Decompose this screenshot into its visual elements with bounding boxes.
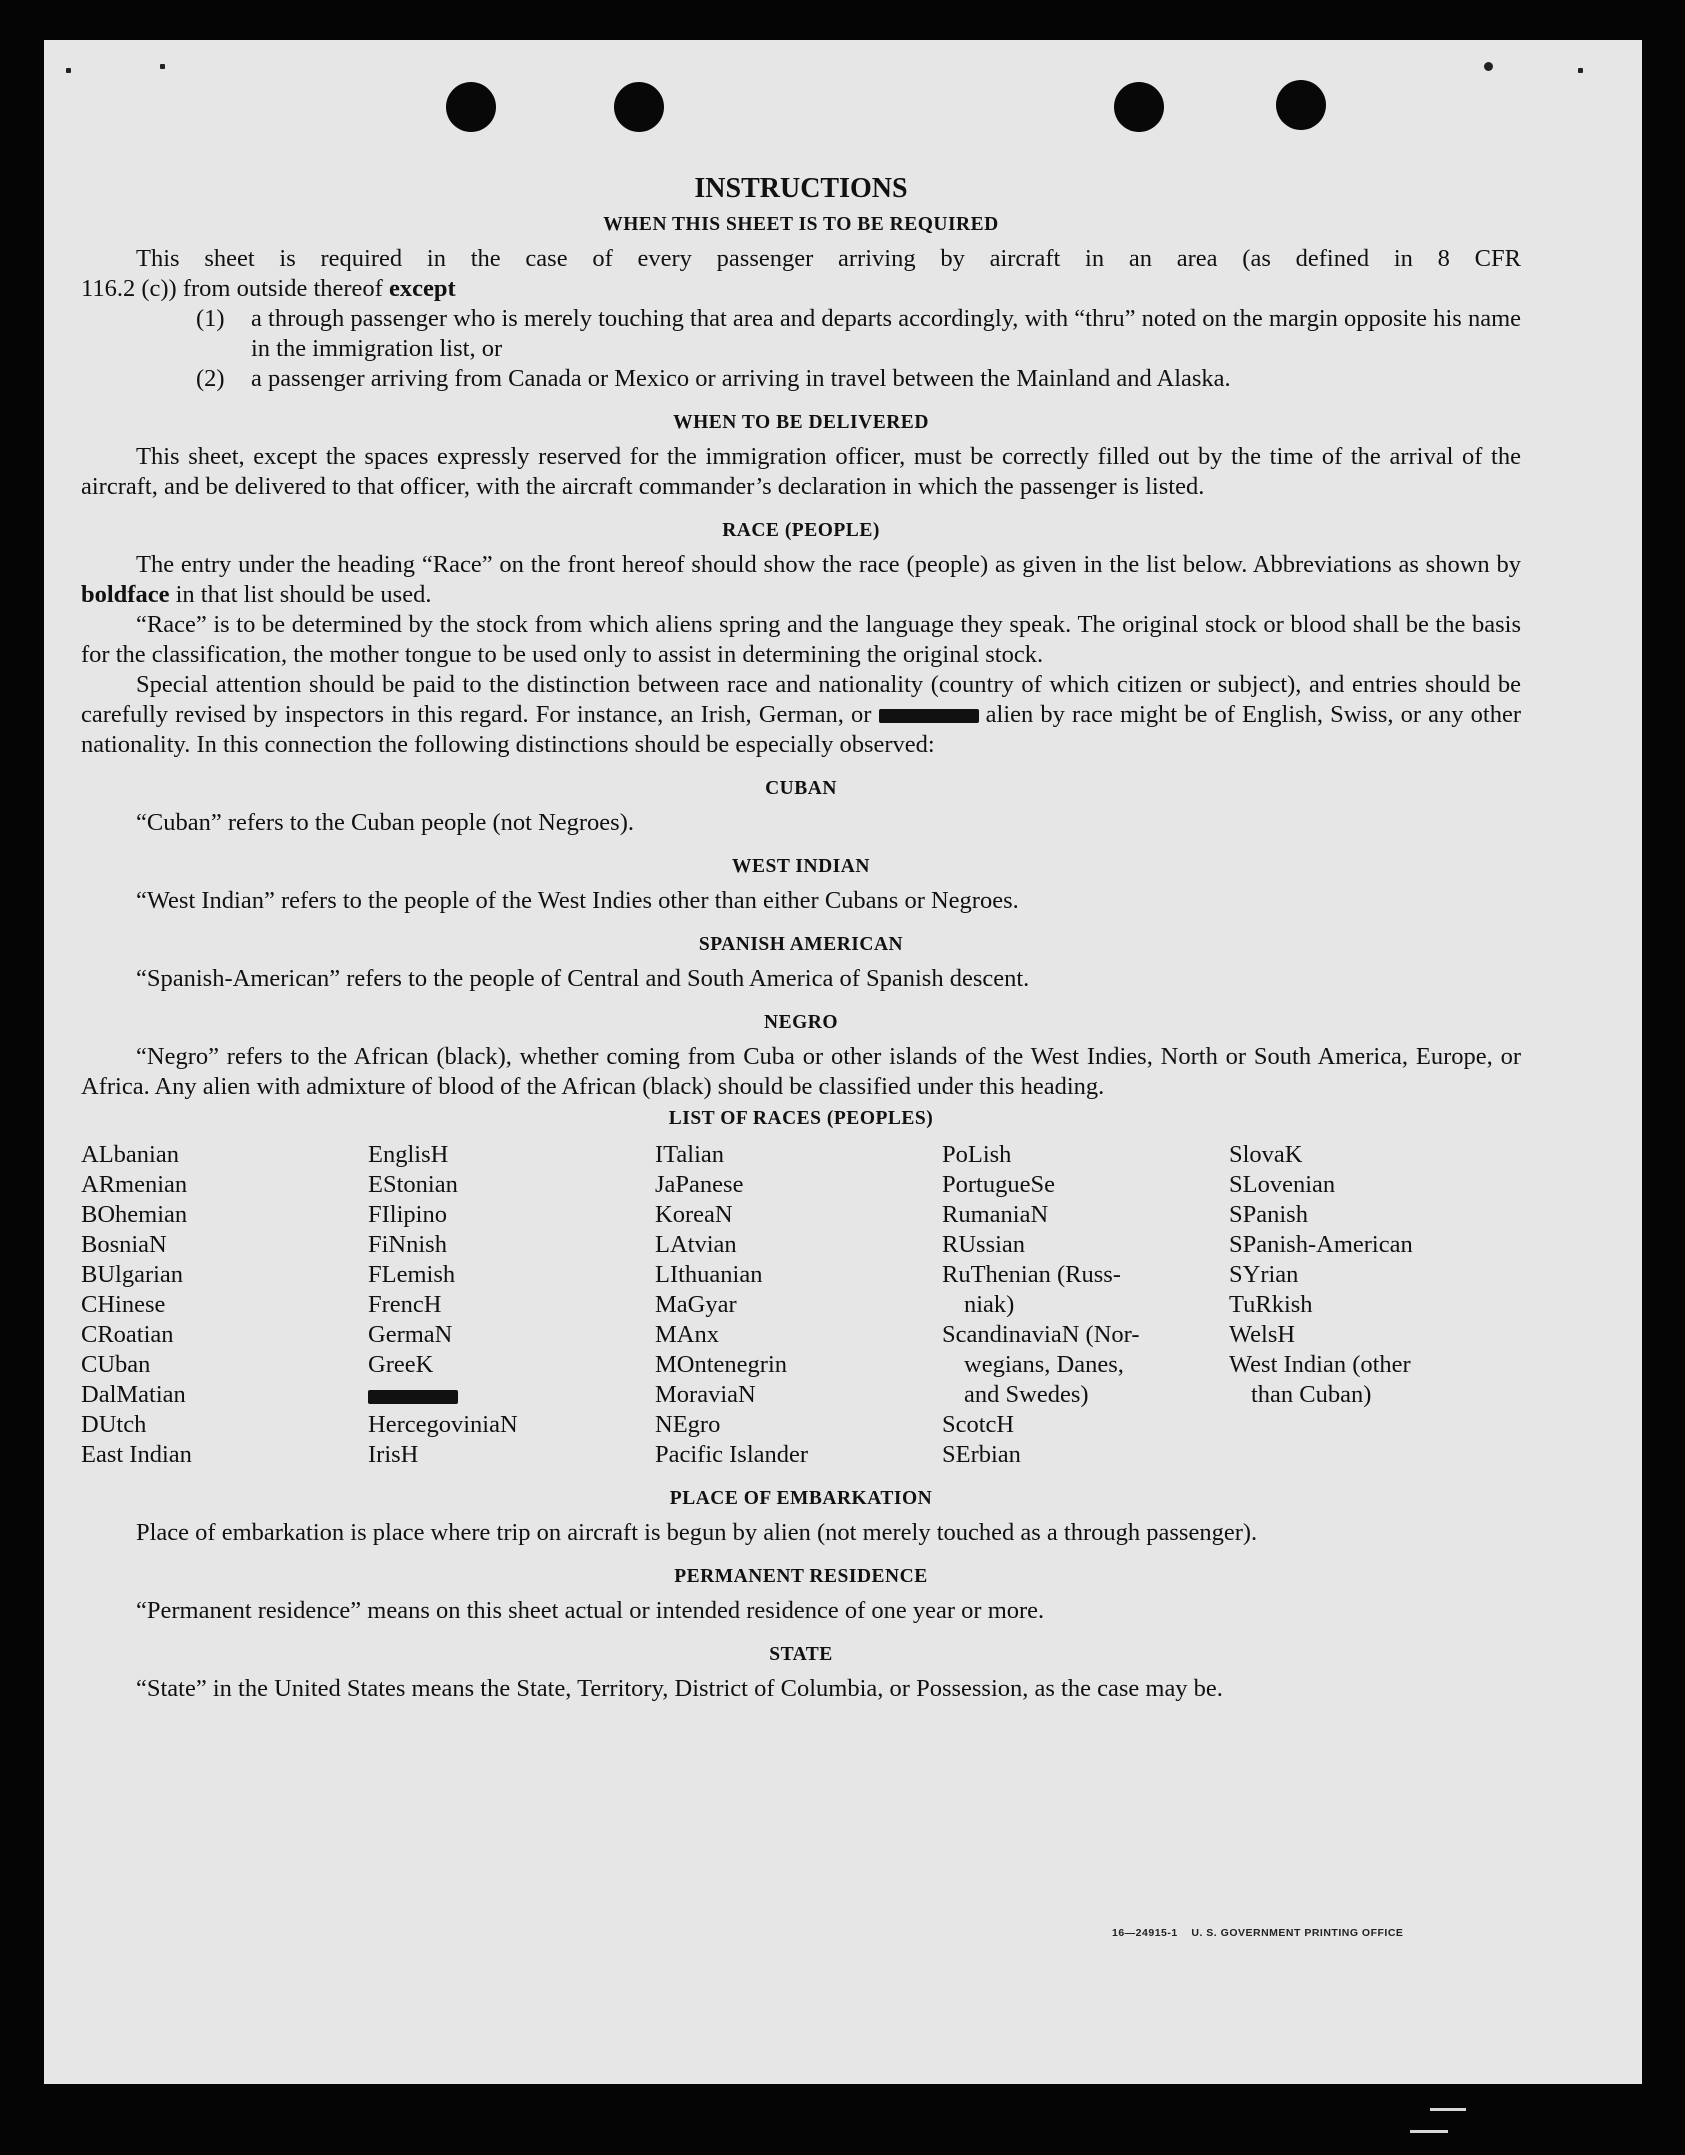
race-entry-continued: wegians, Danes, <box>964 1351 1124 1378</box>
edge-mark <box>1410 2130 1448 2133</box>
race-entry: SPanish <box>1229 1201 1308 1228</box>
race-entry: HercegoviniaN <box>368 1411 518 1438</box>
race-entry: SErbian <box>942 1441 1021 1468</box>
race-entry: IrisH <box>368 1441 419 1468</box>
race-entry: DalMatian <box>81 1381 186 1408</box>
race-entry: CRoatian <box>81 1321 174 1348</box>
race-entry: PoLish <box>942 1141 1012 1168</box>
west-indian-text: “West Indian” refers to the people of the West Indies other than either Cubans or Negroes. <box>136 887 1019 914</box>
race-entry: GermaN <box>368 1321 453 1348</box>
race-entry: BUlgarian <box>81 1261 184 1288</box>
race-entry: FIlipino <box>368 1201 447 1228</box>
spanish-american-text: “Spanish-American” refers to the people of Central and South America of Spanish descent. <box>136 965 1030 992</box>
race-paragraph-2: “Race” is to be determined by the stock from which aliens spring and the language they speak. The original stock or blood shall be the basis for the classification, the mother tongue to be used only to assist in determining the original stock. <box>81 611 1521 668</box>
race-entry: CHinese <box>81 1291 166 1318</box>
speck <box>1484 62 1493 71</box>
race-entry: DUtch <box>81 1411 147 1438</box>
race-entry: East Indian <box>81 1441 192 1468</box>
heading-embarkation: PLACE OF EMBARKATION <box>669 1488 933 1509</box>
heading-when-required: WHEN THIS SHEET IS TO BE REQUIRED <box>603 214 999 235</box>
punch-hole <box>614 82 664 132</box>
heading-state: STATE <box>769 1644 833 1665</box>
races-list <box>81 1140 1521 1470</box>
race-entry: WelsH <box>1229 1321 1296 1348</box>
page-title: INSTRUCTIONS <box>694 173 908 204</box>
race-entry: TuRkish <box>1229 1291 1313 1318</box>
race-entry: EStonian <box>368 1171 458 1198</box>
race-entry: SYrian <box>1229 1261 1299 1288</box>
races-column-1 <box>81 1140 368 1470</box>
races-column-3 <box>655 1140 942 1470</box>
redaction-mark <box>368 1390 458 1404</box>
race-entry-continued: niak) <box>964 1291 1015 1318</box>
race-entry: RumaniaN <box>942 1201 1049 1228</box>
race-entry: FrencH <box>368 1291 442 1318</box>
heading-race: RACE (PEOPLE) <box>722 520 880 541</box>
race-entry: BOhemian <box>81 1201 188 1228</box>
negro-text: “Negro” refers to the African (black), whether coming from Cuba or other islands of the West Indies, North or South America, Europe, or Africa. Any alien with admixture of blood of the African (black) should be classified under this heading. <box>81 1043 1521 1100</box>
race-entry: SPanish-American <box>1229 1231 1413 1258</box>
heading-list-of-races: LIST OF RACES (PEOPLES) <box>668 1108 934 1129</box>
race-entry-continued: and Swedes) <box>964 1381 1089 1408</box>
heading-spanish-american: SPANISH AMERICAN <box>698 934 904 955</box>
speck <box>1578 68 1583 73</box>
residence-text: “Permanent residence” means on this sheet actual or intended residence of one year or more. <box>136 1597 1045 1624</box>
race-entry: LAtvian <box>655 1231 737 1258</box>
race-entry: EnglisH <box>368 1141 449 1168</box>
race-entry: CUban <box>81 1351 151 1378</box>
race-paragraph-1: The entry under the heading “Race” on the front hereof should show the race (people) as given in the list below. Abbreviations as shown by boldface in that list should be used. <box>81 551 1521 608</box>
race-entry: Pacific Islander <box>655 1441 809 1468</box>
form-code: 16—24915-1 <box>1112 1927 1178 1939</box>
race-entry: PortugueSe <box>942 1171 1055 1198</box>
except-word: except <box>388 275 456 302</box>
race-entry: SLovenian <box>1229 1171 1336 1198</box>
exception-item-2: (2) a passenger arriving from Canada or Mexico or arriving in travel between the Mainland and Alaska. <box>196 365 1231 392</box>
instructions-content <box>81 170 1521 1704</box>
race-entry: FiNnish <box>368 1231 447 1258</box>
race-entry: MaGyar <box>655 1291 737 1318</box>
race-entry: JaPanese <box>655 1171 744 1198</box>
race-entry: KoreaN <box>655 1201 733 1228</box>
race-entry: BosniaN <box>81 1231 167 1258</box>
races-column-2 <box>368 1140 655 1470</box>
race-entry: MoraviaN <box>655 1381 756 1408</box>
embarkation-text: Place of embarkation is place where trip on aircraft is begun by alien (not merely touched as a through passenger). <box>136 1519 1258 1546</box>
race-entry-continued: than Cuban) <box>1251 1381 1372 1408</box>
race-entry: SlovaK <box>1229 1141 1303 1168</box>
speck <box>160 64 165 69</box>
printing-office-footer <box>1112 1927 1403 1939</box>
race-entry: MAnx <box>655 1321 719 1348</box>
race-entry: ALbanian <box>81 1141 179 1168</box>
printer-name: U. S. GOVERNMENT PRINTING OFFICE <box>1191 1927 1404 1939</box>
race-entry-redacted <box>368 1380 655 1410</box>
heading-permanent-residence: PERMANENT RESIDENCE <box>674 1566 928 1587</box>
when-delivered-text: This sheet, except the spaces expressly reserved for the immigration officer, must be correctly filled out by the time of the arrival of the aircraft, and be delivered to that officer, with the aircraft commander’s declaration in which the passenger is listed. <box>81 443 1521 500</box>
race-paragraph-3: Special attention should be paid to the distinction between race and nationality (country of which citizen or subject), and entries should be carefully revised by inspectors in this regard. For instance, an Irish, German, or alien by race might be of English, Swiss, or any other nationality. In this connection the following distinctions should be especially observed: <box>81 671 1522 758</box>
race-entry: GreeK <box>368 1351 434 1378</box>
exception-item-1: (1) a through passenger who is merely touching that area and departs accordingly, with “thru” noted on the margin opposite his name in the immigration list, or <box>196 305 1521 362</box>
race-entry: ScandinaviaN (Nor- <box>942 1321 1140 1348</box>
race-entry: ARmenian <box>81 1171 188 1198</box>
races-column-4 <box>942 1140 1229 1470</box>
edge-mark <box>1430 2108 1466 2111</box>
redaction-mark <box>879 709 979 723</box>
race-entry: MOntenegrin <box>655 1351 787 1378</box>
race-entry: ITalian <box>655 1141 725 1168</box>
race-entry: RuThenian (Russ- <box>942 1261 1121 1288</box>
heading-when-delivered: WHEN TO BE DELIVERED <box>673 412 929 433</box>
race-entry: RUssian <box>942 1231 1026 1258</box>
heading-west-indian: WEST INDIAN <box>732 856 870 877</box>
race-entry: ScotcH <box>942 1411 1015 1438</box>
when-required-intro-b: 116.2 (c)) from outside thereof except <box>81 275 456 302</box>
races-column-5 <box>1229 1140 1521 1470</box>
punch-hole <box>446 82 496 132</box>
race-entry: LIthuanian <box>655 1261 763 1288</box>
race-entry: NEgro <box>655 1411 721 1438</box>
punch-hole <box>1276 80 1326 130</box>
heading-negro: NEGRO <box>763 1012 838 1033</box>
race-entry: West Indian (other <box>1229 1351 1411 1378</box>
heading-cuban: CUBAN <box>765 778 837 799</box>
cuban-text: “Cuban” refers to the Cuban people (not Negroes). <box>136 809 634 836</box>
race-entry: FLemish <box>368 1261 456 1288</box>
state-text: “State” in the United States means the State, Territory, District of Columbia, or Possession, as the case may be. <box>136 1675 1223 1702</box>
when-required-intro-a: This sheet is required in the case of every passenger arriving by aircraft in an area (as defined in 8 CFR <box>136 245 1521 272</box>
punch-hole <box>1114 82 1164 132</box>
document-sheet <box>44 40 1642 2084</box>
speck <box>66 68 71 73</box>
